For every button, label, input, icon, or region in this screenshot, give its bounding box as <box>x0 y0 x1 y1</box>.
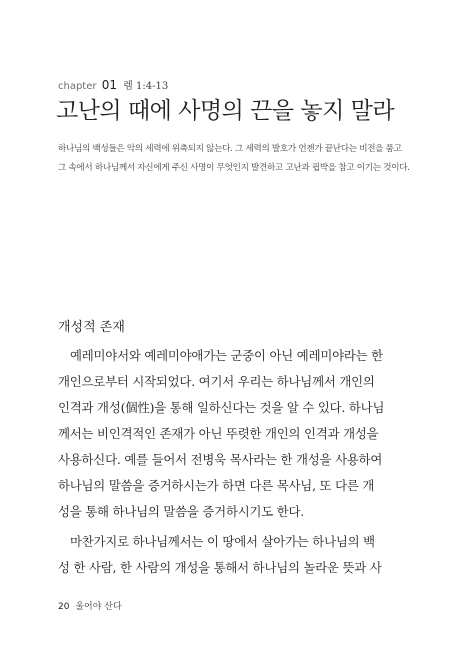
body-line: 마찬가지로 하나님께서는 이 땅에서 살아가는 하나님의 백 <box>70 534 375 549</box>
intro-line: 그 속에서 하나님께서 자신에게 주신 사명이 무엇인지 발견하고 고난과 핍박을 참고 이기는 것이다. <box>58 163 410 173</box>
body-text <box>58 343 414 581</box>
body-line: 사용하신다. 예를 들어서 전병욱 목사라는 한 개성을 사용하여 <box>58 452 383 467</box>
page-number: 20 <box>58 602 70 612</box>
section-heading: 개성적 존재 <box>58 320 125 335</box>
body-line: 성을 통해 하나님의 말씀을 증거하시기도 한다. <box>58 504 305 519</box>
chapter-line <box>58 77 168 93</box>
body-line: 개인으로부터 시작되었다. 여기서 우리는 하나님께서 개인의 <box>58 374 375 389</box>
body-line: 인격과 개성(個性)을 통해 일하신다는 것을 알 수 있다. 하나님 <box>58 400 385 415</box>
body-line: 예레미야서와 예레미야애가는 군중이 아닌 예레미야라는 한 <box>70 348 383 363</box>
chapter-intro <box>58 140 428 178</box>
scripture-reference: 렘 1:4-13 <box>123 81 169 92</box>
page-footer <box>58 600 122 614</box>
intro-line: 하나님의 백성들은 악의 세력에 위축되지 않는다. 그 세력의 발호가 언젠가 끝난다는 비전을 품고 <box>58 144 402 154</box>
body-line: 께서는 비인격적인 존재가 아닌 뚜렷한 개인의 인격과 개성을 <box>58 426 379 441</box>
body-line: 하나님의 말씀을 증거하시는가 하면 다른 목사님, 또 다른 개 <box>58 478 375 493</box>
body-line: 성 한 사람, 한 사람의 개성을 통해서 하나님의 놀라운 뜻과 사 <box>58 560 382 575</box>
chapter-title: 고난의 때에 사명의 끈을 놓지 말라 <box>56 98 395 124</box>
chapter-label: chapter <box>58 81 97 92</box>
chapter-number: 01 <box>101 78 117 92</box>
running-book-title: 울어야 산다 <box>75 602 122 612</box>
